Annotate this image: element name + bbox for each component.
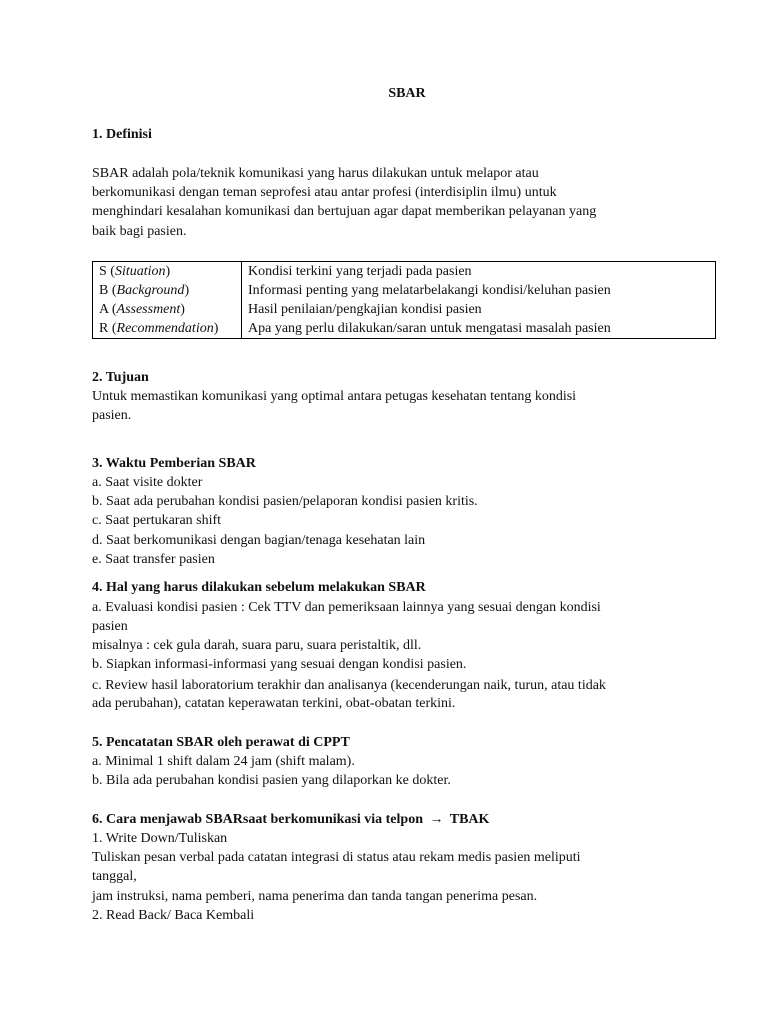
table-cell-description: Kondisi terkini yang terjadi pada pasien	[242, 262, 716, 282]
term-name: Situation	[114, 264, 166, 279]
section-4-line: c. Review hasil laboratorium terakhir dan analisanya (kecenderungan naik, turun, atau tidak	[92, 678, 606, 693]
table-row	[93, 281, 716, 300]
table-cell-description: Apa yang perlu dilakukan/saran untuk mengatasi masalah pasien	[242, 319, 716, 339]
section-6-heading-tail: TBAK	[449, 812, 490, 827]
section-3-line: b. Saat ada perubahan kondisi pasien/pelaporan kondisi pasien kritis.	[92, 494, 478, 509]
section-1-paragraph-line: menghindari kesalahan komunikasi dan bertujuan agar dapat memberikan pelayanan yang	[92, 204, 597, 219]
term-letter: R	[99, 321, 109, 336]
section-3-heading: 3. Waktu Pemberian SBAR	[92, 456, 256, 471]
section-3-line: a. Saat visite dokter	[92, 475, 203, 490]
section-2-heading: 2. Tujuan	[92, 370, 149, 385]
table-row	[93, 319, 716, 339]
table-cell-description: Hasil penilaian/pengkajian kondisi pasien	[242, 300, 716, 319]
section-6-line: tanggal,	[92, 869, 137, 884]
sbar-definition-table	[92, 261, 716, 339]
section-3-line: d. Saat berkomunikasi dengan bagian/tenaga kesehatan lain	[92, 533, 426, 548]
section-5-heading: 5. Pencatatan SBAR oleh perawat di CPPT	[92, 735, 350, 750]
table-cell-description: Informasi penting yang melatarbelakangi kondisi/keluhan pasien	[242, 281, 716, 300]
term-letter: A	[99, 302, 109, 317]
section-3-line: e. Saat transfer pasien	[92, 552, 215, 567]
table-cell-term: S (Situation)	[93, 262, 242, 282]
table-row	[93, 262, 716, 282]
section-6-line: jam instruksi, nama pemberi, nama penerima dan tanda tangan penerima pesan.	[92, 889, 538, 904]
table-cell-term: A (Assessment)	[93, 300, 242, 319]
table-cell-term: R (Recommendation)	[93, 319, 242, 339]
arrow-right-icon: →	[429, 812, 444, 827]
section-6-line: 1. Write Down/Tuliskan	[92, 831, 228, 846]
section-6-heading-text: 6. Cara menjawab SBARsaat berkomunikasi via telpon	[92, 812, 423, 827]
section-1-heading: 1. Definisi	[92, 127, 152, 142]
term-letter: S	[99, 264, 107, 279]
term-name: Assessment	[116, 302, 181, 317]
section-4-line: b. Siapkan informasi-informasi yang sesuai dengan kondisi pasien.	[92, 657, 467, 672]
section-6-heading	[92, 810, 489, 829]
section-5-line: a. Minimal 1 shift dalam 24 jam (shift malam).	[92, 754, 355, 769]
section-1-paragraph-line: berkomunikasi dengan teman seprofesi atau antar profesi (interdisiplin ilmu) untuk	[92, 185, 557, 200]
section-4-line: misalnya : cek gula darah, suara paru, suara peristaltik, dll.	[92, 638, 422, 653]
section-6-line: Tuliskan pesan verbal pada catatan integrasi di status atau rekam medis pasien meliputi	[92, 850, 581, 865]
section-4-line: a. Evaluasi kondisi pasien : Cek TTV dan pemeriksaan lainnya yang sesuai dengan kondisi	[92, 600, 601, 615]
section-4-line: ada perubahan), catatan keperawatan terkini, obat-obatan terkini.	[92, 696, 456, 711]
section-1-paragraph-line: baik bagi pasien.	[92, 224, 187, 239]
section-4-heading: 4. Hal yang harus dilakukan sebelum melakukan SBAR	[92, 580, 426, 595]
term-name: Background	[116, 283, 185, 298]
term-name: Recommendation	[116, 321, 214, 336]
section-5-line: b. Bila ada perubahan kondisi pasien yang dilaporkan ke dokter.	[92, 773, 451, 788]
section-2-line: Untuk memastikan komunikasi yang optimal antara petugas kesehatan tentang kondisi	[92, 389, 577, 404]
section-1-paragraph-line: SBAR adalah pola/teknik komunikasi yang harus dilakukan untuk melapor atau	[92, 166, 539, 181]
section-3-line: c. Saat pertukaran shift	[92, 513, 222, 528]
term-letter: B	[99, 283, 109, 298]
section-4-line: pasien	[92, 619, 128, 634]
page-title: SBAR	[388, 86, 426, 101]
table-cell-term: B (Background)	[93, 281, 242, 300]
section-6-line: 2. Read Back/ Baca Kembali	[92, 908, 255, 923]
section-2-line: pasien.	[92, 408, 132, 423]
table-row	[93, 300, 716, 319]
